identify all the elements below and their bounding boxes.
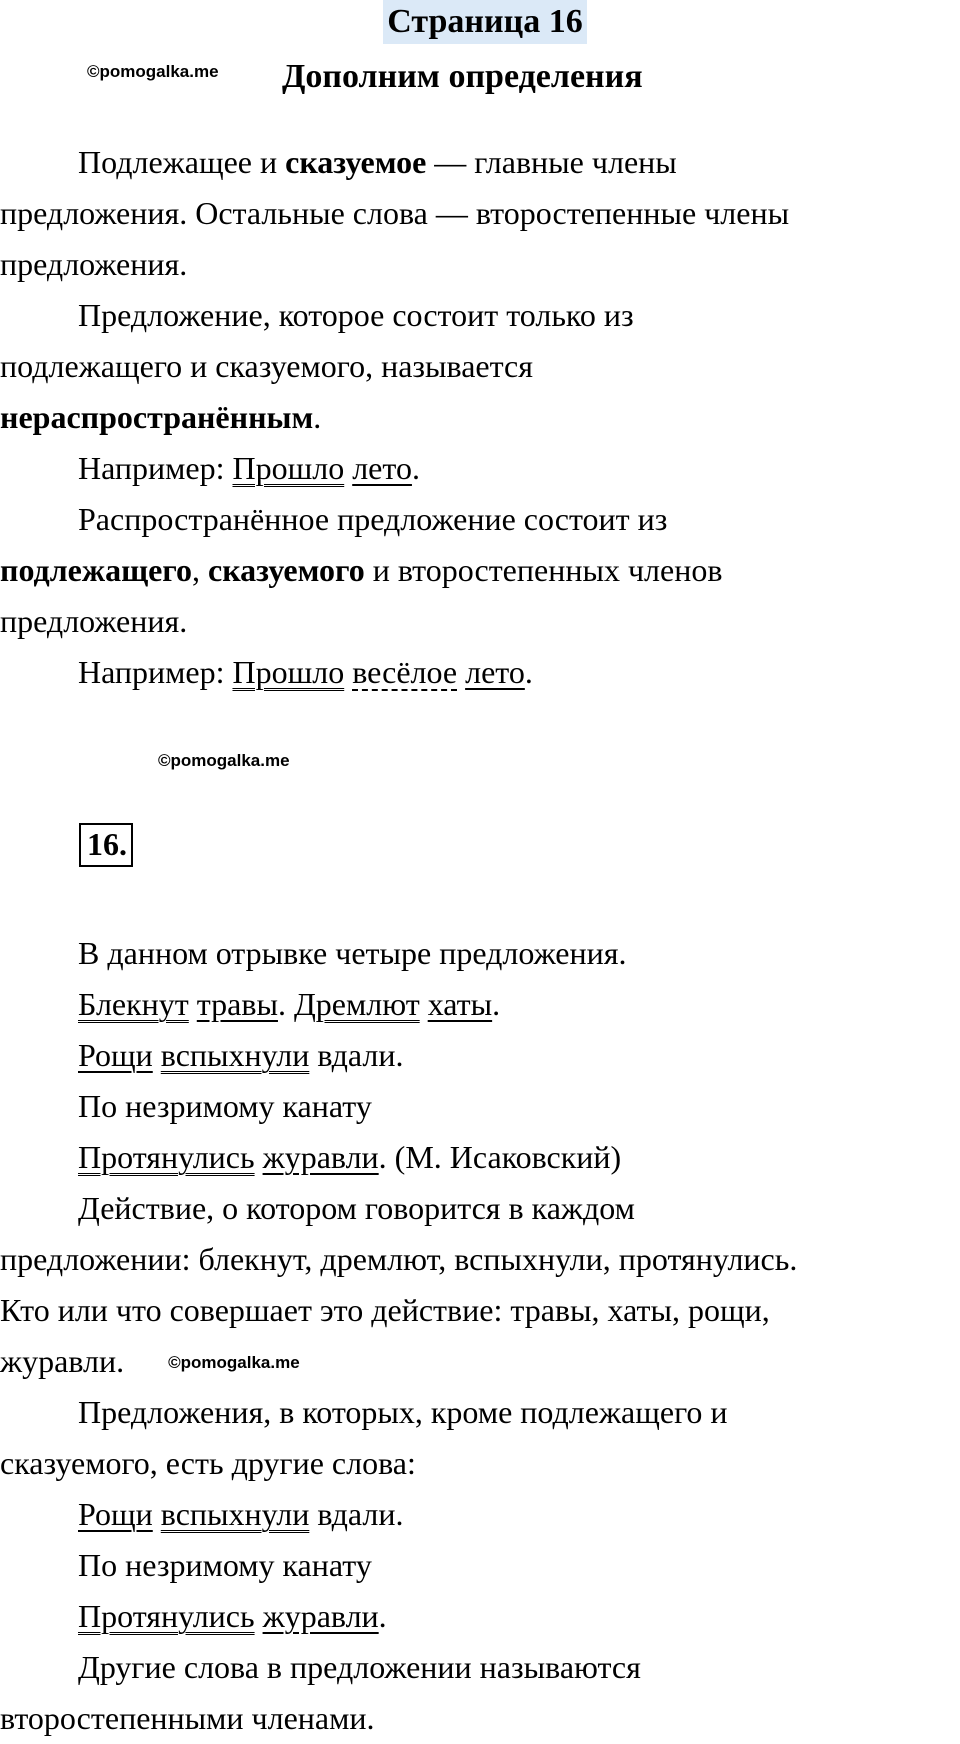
poem-line: Рощи вспыхнули вдали.	[78, 1496, 404, 1532]
watermark: ©pomogalka.me	[168, 1353, 300, 1372]
text-line: В данном отрывке четыре предложения.	[78, 935, 627, 971]
attribute: весёлое	[352, 654, 458, 690]
poem-line: Блекнут травы. Дремлют хаты.	[78, 986, 501, 1022]
text-line: Предложение, которое состоит только из	[78, 297, 634, 333]
poem-line: По незримому канату	[78, 1088, 372, 1124]
watermark: ©pomogalka.me	[158, 751, 290, 770]
text-line: предложения.	[0, 603, 188, 639]
text-line: Действие, о котором говорится в каждом	[78, 1190, 635, 1226]
poem-line: По незримому канату	[78, 1547, 372, 1583]
subject: лето	[352, 450, 412, 486]
subject: лето	[465, 654, 525, 690]
poem-line: Рощи вспыхнули вдали.	[78, 1037, 404, 1073]
theory-block	[0, 137, 960, 698]
text-line: Кто или что совершает это действие: травы, хаты, рощи,	[0, 1292, 770, 1328]
task-answer-block	[0, 928, 960, 1744]
text-line: журавли. ©pomogalka.me	[0, 1343, 300, 1379]
task-number-box: 16.	[79, 823, 133, 867]
example-line: Например: Прошло весёлое лето.	[78, 654, 533, 690]
poem-line: Протянулись журавли.	[78, 1598, 387, 1634]
subtitle-row	[0, 52, 960, 102]
text-line: подлежащего и сказуемого, называется	[0, 348, 533, 384]
text-line: Подлежащее и сказуемое — главные члены	[78, 144, 677, 180]
text-line: предложении: блекнут, дремлют, вспыхнули, протянулись.	[0, 1241, 798, 1277]
text-line: нераспространённым.	[0, 399, 322, 435]
predicate: Прошло	[232, 654, 345, 690]
watermark: ©pomogalka.me	[87, 62, 219, 81]
predicate: Прошло	[232, 450, 345, 486]
text-line: сказуемого, есть другие слова:	[0, 1445, 416, 1481]
text-line: подлежащего, сказуемого и второстепенных членов	[0, 552, 723, 588]
poem-line: Протянулись журавли. (М. Исаковский)	[78, 1139, 622, 1175]
example-line: Например: Прошло лето.	[78, 450, 420, 486]
text-line: Предложения, в которых, кроме подлежащего и	[78, 1394, 728, 1430]
page-title-wrap	[0, 0, 960, 44]
text-line: предложения.	[0, 246, 188, 282]
text-line: предложения. Остальные слова — второстепенные члены	[0, 195, 790, 231]
page-title: Страница 16	[383, 0, 586, 44]
text-line: Распространённое предложение состоит из	[78, 501, 668, 537]
text-line: второстепенными членами.	[0, 1700, 375, 1736]
section-subtitle: Дополним определения	[282, 58, 643, 95]
text-line: Другие слова в предложении называются	[78, 1649, 641, 1685]
